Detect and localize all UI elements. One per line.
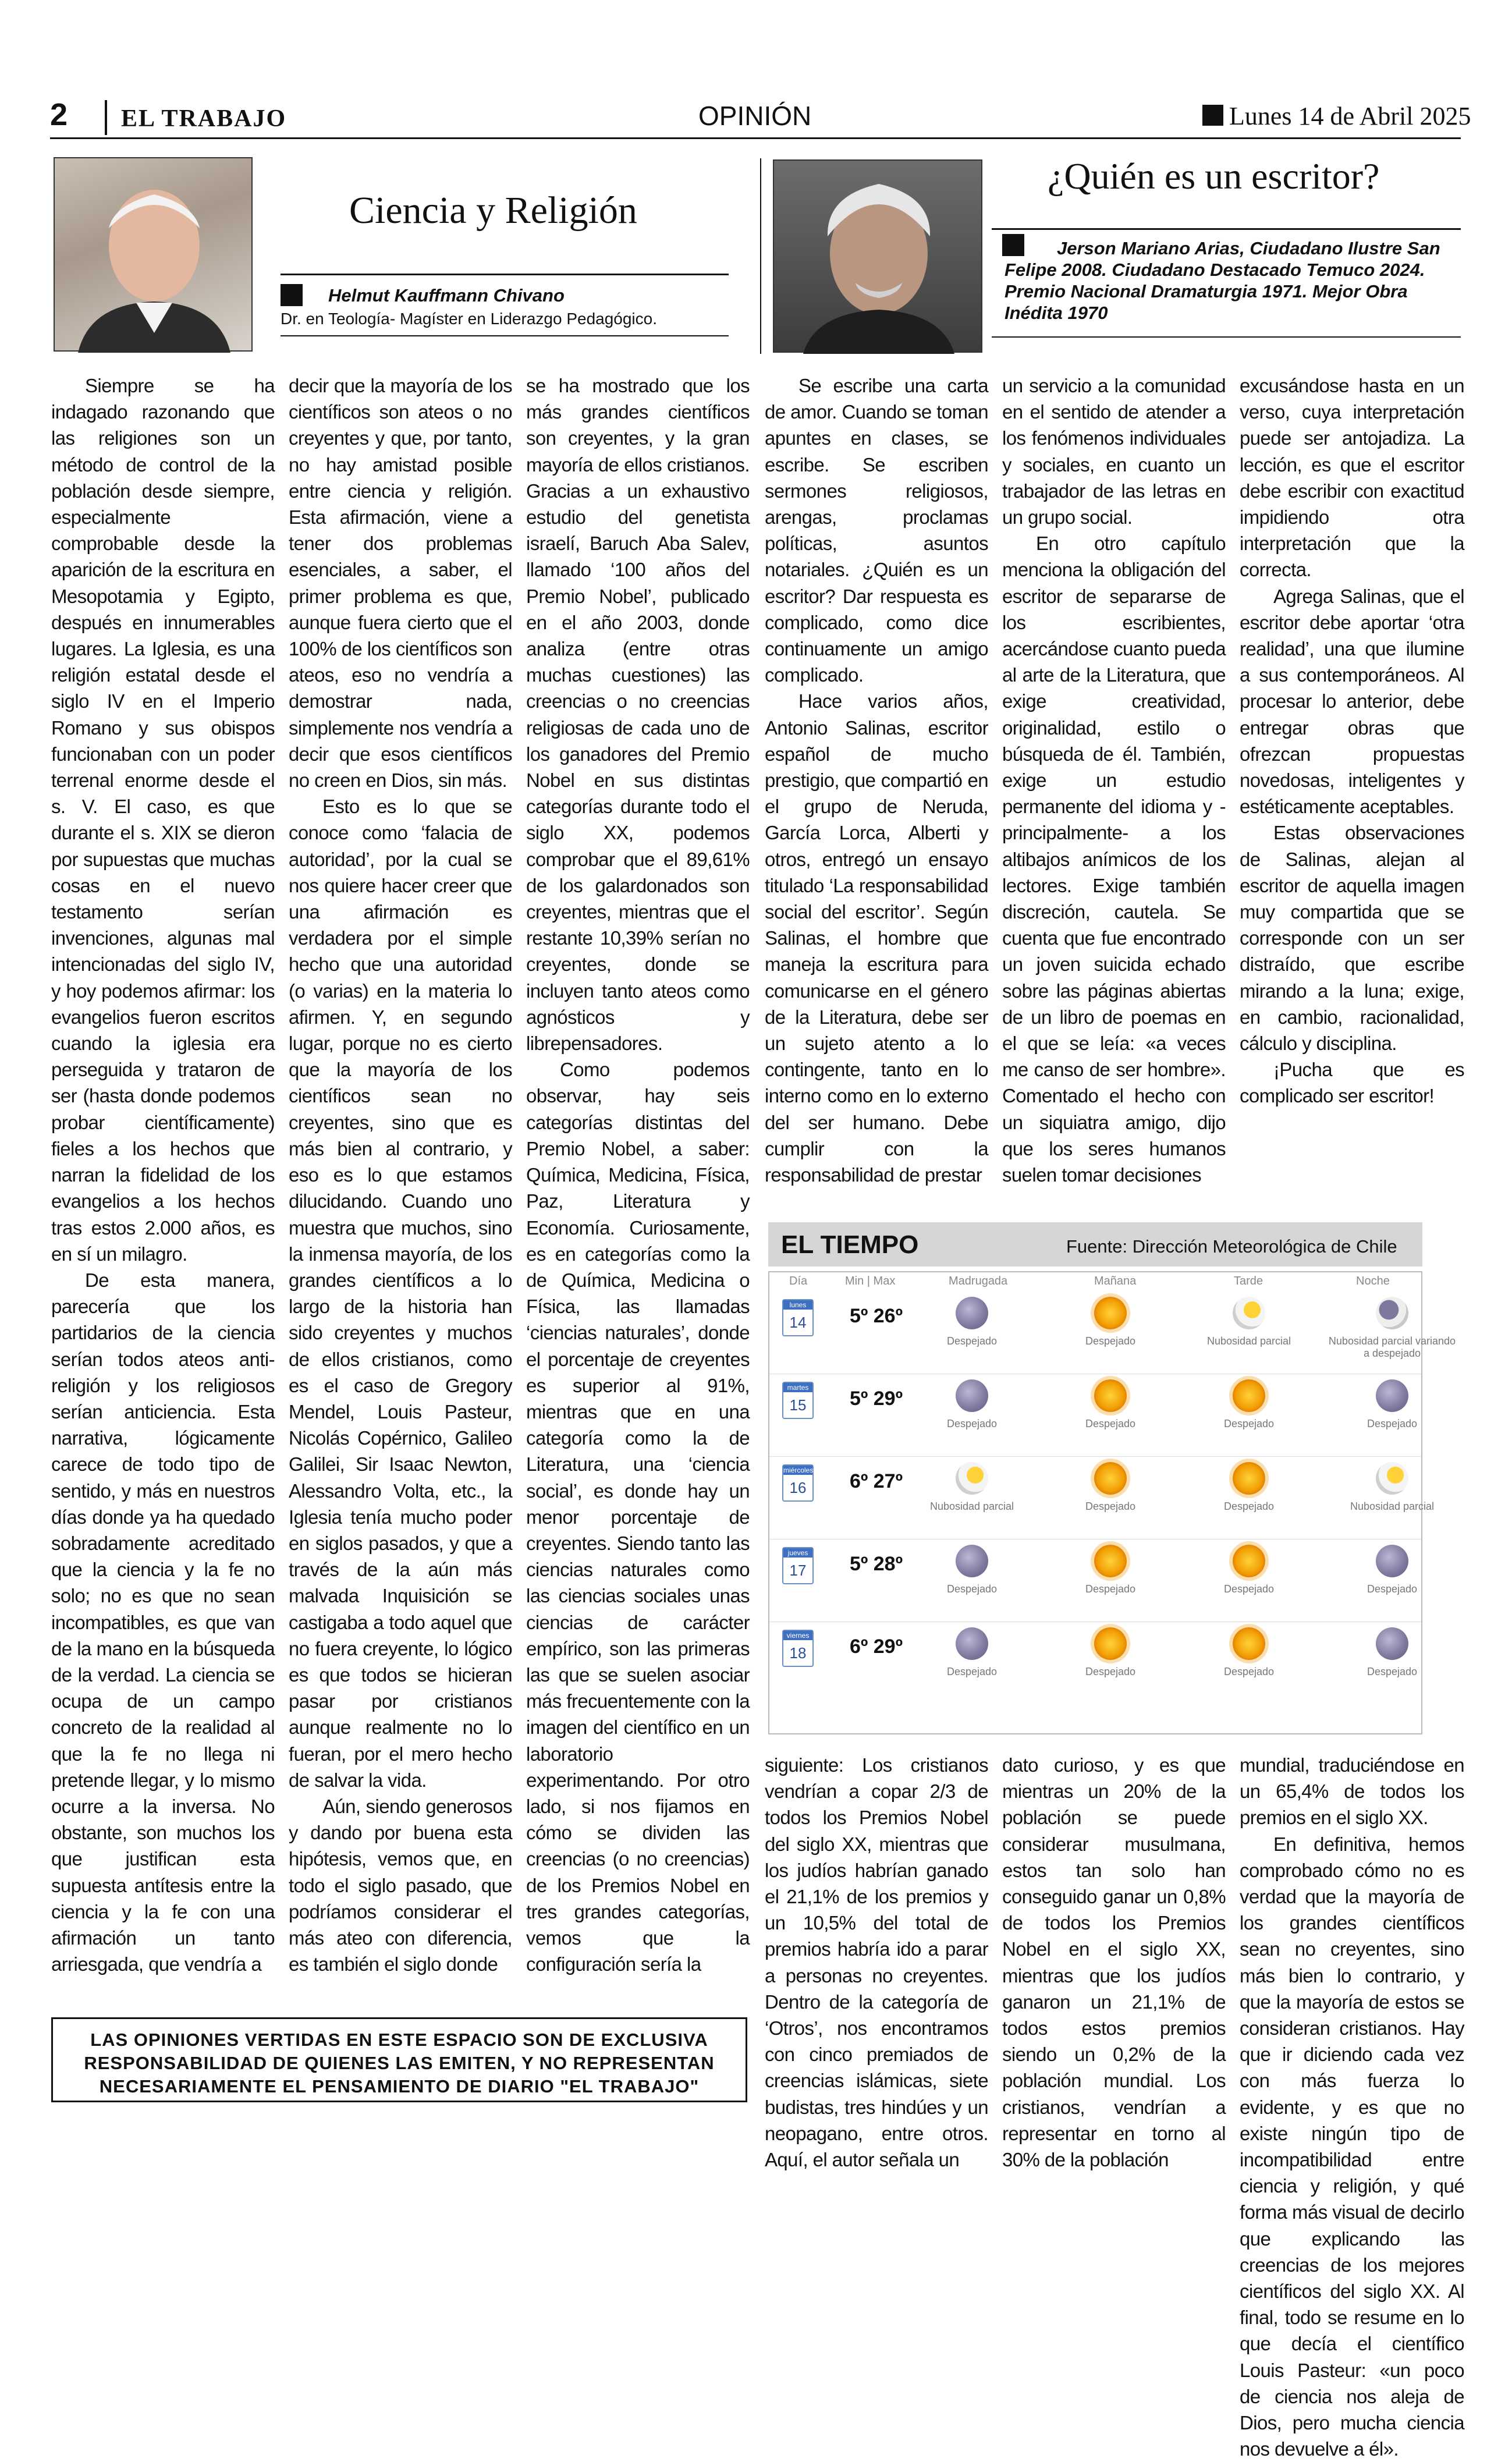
author-photo-arias xyxy=(773,159,982,353)
article2-paragraph: ¡Pucha que es complicado ser escritor! xyxy=(1240,1059,1464,1107)
article-author: Helmut Kauffmann Chivano xyxy=(328,285,565,306)
moon-icon xyxy=(1376,1379,1408,1412)
moon-icon xyxy=(1376,1627,1408,1660)
header-divider xyxy=(105,100,107,135)
calendar-icon xyxy=(782,1630,814,1667)
weather-condition-label: Despejado xyxy=(1223,1418,1275,1429)
article1-paragraph: siguiente: Los cristianos vendrían a copar 2/3 de todos los Premios Nobel del siglo XX, mientras que los judíos habrían ganado el 21,1% de los premios y un 10,5% del total de premios habría ido a parar a personas no creyentes. Dentro de la categoría de ‘Otros’, nos encontramos con cinco premiados de creencias islámicas, siete budistas, tres hindúes y un neopagano, entre otros. Aquí, el autor señala un xyxy=(765,1754,988,2171)
weather-day-name: lunes xyxy=(783,1300,812,1310)
sun-icon xyxy=(1094,1462,1127,1495)
partly-cloudy-icon xyxy=(1233,1297,1265,1329)
weather-min-max: 6º 27º xyxy=(850,1470,903,1492)
weather-day-number: 17 xyxy=(789,1562,807,1579)
title-rule xyxy=(281,274,729,275)
article2-column xyxy=(765,373,988,1205)
calendar-icon xyxy=(782,1382,814,1419)
article-title: Ciencia y Religión xyxy=(349,189,637,232)
weather-title: EL TIEMPO xyxy=(781,1230,919,1259)
weather-condition-label: Despejado xyxy=(1223,1583,1275,1595)
weather-condition-label: Despejado xyxy=(1223,1500,1275,1512)
article1-column xyxy=(765,1752,988,2194)
calendar-icon xyxy=(782,1547,814,1584)
sun-icon xyxy=(1094,1297,1127,1329)
article1-column xyxy=(526,373,750,1991)
page-number: 2 xyxy=(50,97,68,132)
byline-rule xyxy=(281,335,729,336)
weather-col-header: Min | Max xyxy=(845,1275,896,1287)
moon-icon xyxy=(956,1297,988,1329)
weather-min-max: 6º 29º xyxy=(850,1636,903,1658)
weather-condition-label: Despejado xyxy=(1085,1666,1136,1677)
weather-condition-label: Despejado xyxy=(946,1335,998,1347)
article1-column xyxy=(51,373,275,1991)
weather-col-header: Mañana xyxy=(1094,1275,1137,1287)
article2-paragraph: excusándose hasta en un verso, cuya interpretación puede ser antojadiza. La lección, es que el escritor debe escribir con exactitud impidiendo otra interpretación que la correcta. xyxy=(1240,375,1464,581)
disclaimer-box: LAS OPINIONES VERTIDAS EN ESTE ESPACIO SON DE EXCLUSIVA RESPONSABILIDAD DE QUIENES LAS EMITEN, Y NO REPRESENTAN NECESARIAMENTE EL PENSAMIENTO DE DIARIO "EL TRABAJO" xyxy=(51,2017,747,2102)
weather-condition-label: Despejado xyxy=(1085,1335,1136,1347)
article1-column xyxy=(1002,1752,1226,2194)
article1-paragraph: dato curioso, y es que mientras un 20% de la población se puede considerar musulmana, estos tan solo han conseguido ganar un 0,8% de todos los Premios Nobel en el siglo XX, mientras que los judíos ganaron un 21,1% de todos estos premios siendo un 0,2% de la población mundial. Los cristianos, vendrían a representar en torno al 30% de la población xyxy=(1002,1754,1226,2171)
article1-paragraph: En definitiva, hemos comprobado cómo no es verdad que la mayoría de los grandes científicos sean no creyentes, sino más bien lo contrario, y que la mayoría de estos se consideran cristianos. Hay que ir diciendo cada vez con más fuerza lo evidente, y es que no existe ningún tipo de incompatibilidad entre ciencia y religión, y qué forma más visual de decirlo que explicando las creencias de los mejores científicos del siglo XX. Al final, todo se resume en lo que decía el científico Louis Pasteur: «un poco de ciencia nos aleja de Dios, pero mucha ciencia nos devuelve a él». xyxy=(1240,1833,1464,2460)
weather-condition-label: Despejado xyxy=(946,1666,998,1677)
weather-condition-label: Despejado xyxy=(1085,1418,1136,1429)
author-square-icon xyxy=(281,284,303,306)
article2-paragraph: Hace varios años, Antonio Salinas, escritor español de mucho prestigio, que compartió en el grupo de Neruda, García Lorca, Alberti y otros, entregó un ensayo titulado ‘La responsabilidad social del escritor’. Según Salinas, el hombre que maneja la escritura para comunicarse en el género de la Literatura, debe ser un sujeto atento a lo contingente, tanto en lo interno como en lo externo del ser humano. Debe cumplir con la responsabilidad de prestar xyxy=(765,690,988,1186)
article1-column xyxy=(289,373,512,1991)
weather-condition-label: Despejado xyxy=(1367,1666,1418,1677)
article1-paragraph: decir que la mayoría de los científicos son ateos o no creyentes y que, por tanto, no hay amistad posible entre ciencia y religión. Esta afirmación, viene a tener dos problemas esenciales, a saber, el primer problema es que, aunque fuera cierto que el 100% de los científicos son ateos, eso no vendría a demostrar nada, simplemente nos vendría a decir que esos científicos no creen en Dios, sin más. xyxy=(289,375,512,792)
article2-paragraph: un servicio a la comunidad en el sentido de atender a los fenómenos individuales y sociales, en cuanto un trabajador de las letras en un grupo social. xyxy=(1002,375,1226,528)
article2-column xyxy=(1002,373,1226,1205)
weather-condition-label: Despejado xyxy=(946,1583,998,1595)
weather-condition-label: Nubosidad parcial xyxy=(929,1500,1014,1512)
article1-paragraph: Aún, siendo generosos y dando por buena esta hipótesis, vemos que, en todo el siglo pasado, que podríamos considerar el más ateo con diferencia, es también el siglo donde xyxy=(289,1795,512,1975)
byline-rule xyxy=(992,336,1461,338)
weather-min-max: 5º 26º xyxy=(850,1305,903,1327)
weather-col-header: Día xyxy=(789,1275,808,1287)
weather-day-name: viernes xyxy=(783,1631,812,1640)
date-square-icon xyxy=(1202,105,1223,126)
article1-paragraph: se ha mostrado que los más grandes científicos son creyentes, y la gran mayoría de ellos cristianos. Gracias a un exhaustivo estudio del genetista israelí, Baruch Aba Salev, llamado ‘100 años del Premio Nobel’, publicado en el año 2003, donde analiza (entre otras muchas cuestiones) las creencias o no creencias religiosas de cada uno de los ganadores del Premio Nobel en sus distintas categorías durante todo el siglo XX, podemos comprobar que el 89,61% de los galardonados son creyentes, mientras que el restante 10,39% serían no creyentes, donde se incluyen tanto ateos como agnósticos y librepensadores. xyxy=(526,375,750,1055)
sun-icon xyxy=(1094,1545,1127,1577)
weather-day-number: 15 xyxy=(789,1396,807,1414)
moon-icon xyxy=(956,1545,988,1577)
weather-col-header: Madrugada xyxy=(949,1275,1008,1287)
weather-condition-label: Despejado xyxy=(1367,1583,1418,1595)
sun-icon xyxy=(1094,1379,1127,1412)
article2-paragraph: Se escribe una carta de amor. Cuando se toman apuntes en clases, se escribe. Se escriben sermones religiosos, arengas, proclamas políticas, asuntos notariales. ¿Quién es un escritor? Dar respuesta es complicado, como dice continuamente un amigo complicado. xyxy=(765,375,988,686)
weather-source: Fuente: Dirección Meteorológica de Chile xyxy=(1066,1236,1397,1257)
article1-paragraph: Como podemos observar, hay seis categorías distintas del Premio Nobel, a saber: Química, Medicina, Física, Paz, Literatura y Economía. Curiosamente, es en categorías como la de Química, Medicina o Física, las llamadas ‘ciencias naturales’, donde el porcentaje de creyentes es superior al 91%, mientras que en una categoría como la de Literatura, una ‘ciencia social’, es donde hay un menor porcentaje de creyentes. Siendo tanto las ciencias naturales como las ciencias sociales unas ciencias de carácter empírico, son las primeras las que se suelen asociar más frecuentemente con la imagen del científico en un laboratorio experimentando. Por otro lado, si nos fijamos en cómo se dividen las creencias (o no creencias) de los Premios Nobel en tres grandes categorías, vemos que la configuración sería la xyxy=(526,1059,750,1975)
partly-cloudy-icon xyxy=(1376,1462,1408,1495)
weather-col-header: Tarde xyxy=(1234,1275,1263,1287)
weather-min-max: 5º 28º xyxy=(850,1553,903,1575)
sun-icon xyxy=(1233,1462,1265,1495)
weather-min-max: 5º 29º xyxy=(850,1388,903,1410)
weather-day-name: martes xyxy=(783,1383,812,1392)
sun-icon xyxy=(1094,1627,1127,1660)
title-rule xyxy=(992,228,1461,230)
author-photo-kauffmann xyxy=(54,157,253,352)
weather-day-number: 16 xyxy=(789,1479,807,1496)
sun-icon xyxy=(1233,1627,1265,1660)
weather-col-header: Noche xyxy=(1356,1275,1390,1287)
weather-condition-label: Despejado xyxy=(1223,1666,1275,1677)
moon-icon xyxy=(956,1379,988,1412)
weather-condition-label: Despejado xyxy=(1367,1418,1418,1429)
article1-column xyxy=(1240,1752,1464,2460)
article2-paragraph: En otro capítulo menciona la obligación del escritor de separarse de los escribientes, acercándose cuanto pueda al arte de la Literatura, que exige creatividad, originalidad, estilo o búsqueda de él. También, exige un estudio permanente del idioma y -principalmente- a los altibajos anímicos de los lectores. Exige también discreción, cautela. Se cuenta que fue encontrado un joven suicida echado sobre las páginas abiertas de un libro de poemas en el que se leía: «a veces me canso de ser hombre». Comentado el hecho con un siquiatra amigo, dijo que los seres humanos suelen tomar decisiones xyxy=(1002,533,1226,1186)
partly-cloudy-icon xyxy=(1376,1297,1408,1329)
section-title: OPINIÓN xyxy=(698,101,812,131)
weather-condition-label: Nubosidad parcial xyxy=(1350,1500,1435,1512)
author-credentials: Dr. en Teología- Magíster en Liderazgo Pedagógico. xyxy=(281,310,658,328)
column-separator xyxy=(760,158,761,354)
sun-icon xyxy=(1233,1545,1265,1577)
calendar-icon xyxy=(782,1299,814,1336)
article-title: ¿Quién es un escritor? xyxy=(1048,155,1380,197)
article2-column xyxy=(1240,373,1464,1205)
header-rule xyxy=(50,137,1461,139)
weather-day-number: 14 xyxy=(789,1314,807,1331)
article2-paragraph: Estas observaciones de Salinas, alejan al escritor de aquella imagen muy compartida que se corresponde con un ser distraído, que escribe mirando a la luna; exige, en cambio, racionalidad, cálculo y disciplina. xyxy=(1240,822,1464,1055)
article1-paragraph: De esta manera, parecería que los partidarios de la ciencia serían todos ateos anti-religión y los religiosos serían anticiencia. Esta narrativa, lógicamente carece de todo tipo de sentido, y más en nuestros días donde ya ha quedado sobradamente acreditado que la ciencia y la fe no solo; no es que no sean incompatibles, es que van de la mano en la búsqueda de la verdad. La ciencia se ocupa de un campo concreto de la realidad al que la fe no llega ni pretende llegar, y lo mismo ocurre a la inversa. No obstante, son muchos los que justifican esta supuesta antítesis entre la ciencia y la fe con una afirmación un tanto arriesgada, que vendría a xyxy=(51,1269,275,1975)
partly-cloudy-icon xyxy=(956,1462,988,1495)
weather-condition-label: Despejado xyxy=(1085,1500,1136,1512)
moon-icon xyxy=(1376,1545,1408,1577)
weather-condition-label: Despejado xyxy=(1085,1583,1136,1595)
calendar-icon xyxy=(782,1464,814,1502)
weather-day-name: jueves xyxy=(783,1548,812,1558)
paper-name: EL TRABAJO xyxy=(121,105,287,132)
article1-paragraph: mundial, traduciéndose en un 65,4% de todos los premios en el siglo XX. xyxy=(1240,1754,1464,1829)
article1-paragraph: Esto es lo que se conoce como ‘falacia de autoridad’, por la cual se nos quiere hacer creer que una afirmación es verdadera por el simple hecho que una autoridad (o varias) en la materia lo afirmen. Y, en segundo lugar, porque no es cierto que la mayoría de los científicos sean no creyentes, sino que es más bien al contrario, y eso es lo que estamos dilucidando. Cuando uno muestra que muchos, sino la inmensa mayoría, de los grandes científicos a lo largo de la historia han sido creyentes y muchos de ellos cristianos, como es el caso de Gregory Mendel, Louis Pasteur, Nicolás Copérnico, Galileo Galilei, Sir Isaac Newton, Alessandro Volta, etc., la Iglesia tenía mucho poder en siglos pasados, y que a través de la aún más malvada Inquisición se castigaba a todo aquel que no fuera creyente, lo lógico es que todos se hicieran pasar por cristianos aunque realmente no lo fueran, por el mero hecho de salvar la vida. xyxy=(289,796,512,1791)
issue-date: Lunes 14 de Abril 2025 xyxy=(1229,102,1471,130)
weather-condition-label: Nubosidad parcial variando a despejado xyxy=(1328,1335,1456,1359)
article1-paragraph: Siempre se ha indagado razonando que las religiones son un método de control de la población desde siempre, especialmente comprobable desde la aparición de la escritura en Mesopotamia y Egipto, después en innumerables lugares. La Iglesia, es una religión estatal desde el siglo IV en el Imperio Romano y sus obispos funcionaban con un poder terrenal enorme desde el s. V. El caso, es que durante el s. XIX se dieron por supuestas que muchas cosas en el nuevo testamento serían invenciones, algunas mal intencionadas del siglo IV, y hoy podemos afirmar: los evangelios fueron escritos cuando la iglesia era perseguida y trataron de ser (hasta donde podemos probar científicamente) fieles a los hechos que narran la fidelidad de los evangelios a los hechos tras estos 2.000 años, es en sí un milagro. xyxy=(51,375,275,1265)
moon-icon xyxy=(956,1627,988,1660)
weather-condition-label: Nubosidad parcial xyxy=(1206,1335,1291,1347)
article-author: Jerson Mariano Arias, Ciudadano Ilustre San Felipe 2008. Ciudadano Destacado Temuco 2024. Premio Nacional Dramaturgia 1971. Mejor Obra Inédita 1970 xyxy=(1005,238,1440,323)
sun-icon xyxy=(1233,1379,1265,1412)
weather-row-divider xyxy=(769,1456,1421,1457)
article2-paragraph: Agrega Salinas, que el escritor debe aportar ‘otra realidad’, una que ilumine a sus contemporáneos. Al procesar lo anterior, debe entregar obras que ofrezcan propuestas novedosas, inteligentes y estéticamente aceptables. xyxy=(1240,585,1464,818)
weather-day-name: miércoles xyxy=(783,1466,814,1474)
weather-condition-label: Despejado xyxy=(946,1418,998,1429)
weather-day-number: 18 xyxy=(789,1644,807,1662)
